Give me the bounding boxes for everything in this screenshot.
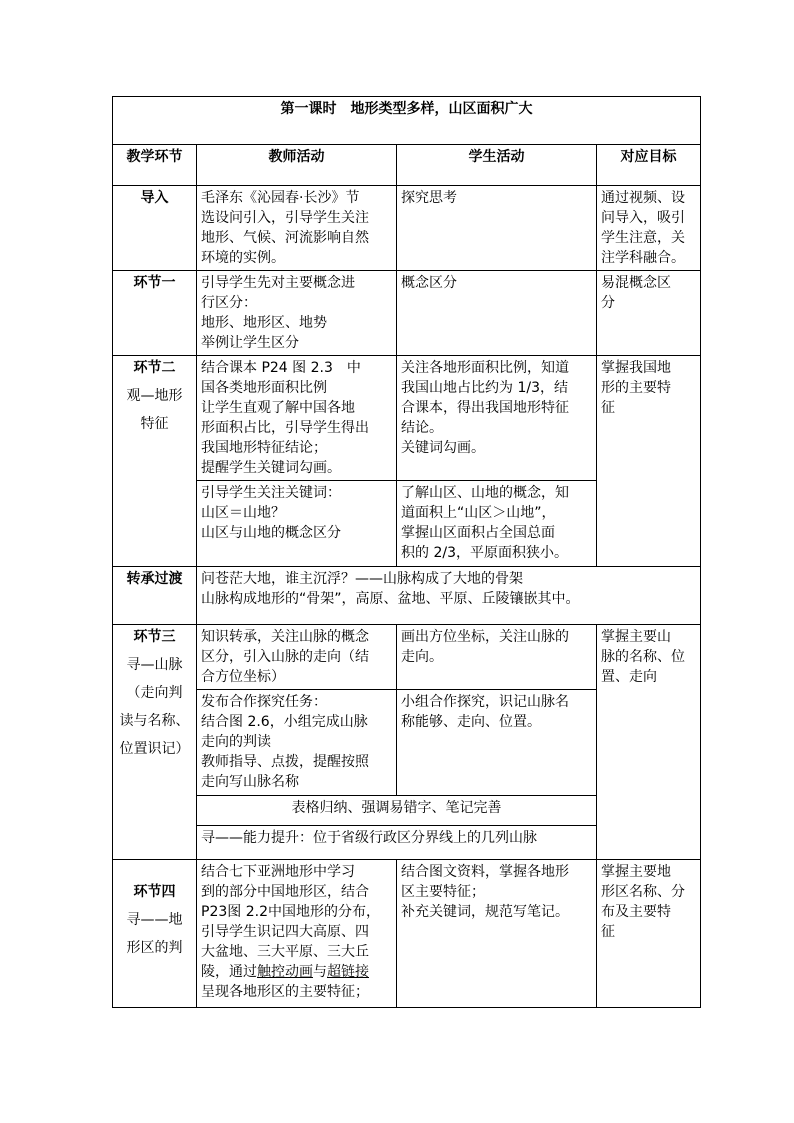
step4-goal: 掌握主要地 形区名称、分 布及主要特 征 — [597, 860, 701, 1008]
step3-extension: 寻——能力提升：位于省级行政区分界线上的几列山脉 — [197, 826, 597, 860]
intro-student: 探究思考 — [397, 186, 597, 271]
step2-goal: 掌握我国地 形的主要特 征 — [597, 356, 701, 567]
step3-teacher-a: 知识转承，关注山脉的概念 区分，引入山脉的走向（结 合方位坐标） — [197, 625, 397, 690]
step3-student-a: 画出方位坐标，关注山脉的 走向。 — [397, 625, 597, 690]
step2-teacher-a: 结合课本 P24 图 2.3 中 国各类地形面积比例 让学生直观了解中国各地 形面积占比，引导学生得出 我国地形特征结论； 提醒学生关键词勾画。 — [197, 356, 397, 481]
step2-teacher-b: 引导学生关注关键词： 山区＝山地？ 山区与山地的概念区分 — [197, 481, 397, 567]
phase-step1: 环节一 — [113, 271, 197, 356]
phase-intro: 导入 — [113, 186, 197, 271]
intro-teacher: 毛泽东《沁园春·长沙》节 选设问引入，引导学生关注 地形、气候、河流影响自然 环境的实例。 — [197, 186, 397, 271]
lesson-plan-table — [112, 96, 701, 1008]
step3-summary: 表格归纳、强调易错字、笔记完善 — [197, 796, 597, 826]
phase-transition: 转承过渡 — [113, 567, 197, 625]
transition-text: 问苍茫大地，谁主沉浮？——山脉构成了大地的骨架 山脉构成地形的“骨架”，高原、盆地、平原、丘陵镶嵌其中。 — [197, 567, 701, 625]
header-phase: 教学环节 — [113, 145, 197, 186]
step2-student-a: 关注各地形面积比例，知道 我国山地占比约为 1/3，结 合课本，得出我国地形特征 结论。 关键词勾画。 — [397, 356, 597, 481]
phase-step2: 环节二 观—地形 特征 — [113, 356, 197, 567]
phase-step4: 环节四 寻——地 形区的判 — [113, 860, 197, 1008]
step3-goal: 掌握主要山 脉的名称、位 置、走向 — [597, 625, 701, 860]
step2-student-b: 了解山区、山地的概念，知 道面积上“山区＞山地”， 掌握山区面积占全国总面 积的 2/3，平原面积狭小。 — [397, 481, 597, 567]
header-student-activity: 学生活动 — [397, 145, 597, 186]
touch-animation-link[interactable]: 触控动画 — [257, 964, 313, 980]
step1-teacher: 引导学生先对主要概念进 行区分： 地形、地形区、地势 举例让学生区分 — [197, 271, 397, 356]
step4-student: 结合图文资料，掌握各地形 区主要特征； 补充关键词，规范写笔记。 — [397, 860, 597, 1008]
phase-step3: 环节三 寻—山脉 （走向判 读与名称、 位置识记） — [113, 625, 197, 860]
step3-student-b: 小组合作探究，识记山脉名 称能够、走向、位置。 — [397, 690, 597, 796]
step1-goal: 易混概念区 分 — [597, 271, 701, 356]
header-goal: 对应目标 — [597, 145, 701, 186]
hyperlink-link[interactable]: 超链接 — [327, 964, 369, 980]
intro-goal: 通过视频、设 问导入，吸引 学生注意，关 注学科融合。 — [597, 186, 701, 271]
table-title: 第一课时 地形类型多样，山区面积广大 — [113, 97, 701, 145]
step3-teacher-b: 发布合作探究任务： 结合图 2.6，小组完成山脉 走向的判读 教师指导、点拨，提醒按照 走向写山脉名称 — [197, 690, 397, 796]
header-teacher-activity: 教师活动 — [197, 145, 397, 186]
step1-student: 概念区分 — [397, 271, 597, 356]
step4-teacher: 结合七下亚洲地形中学习 到的部分中国地形区，结合 P23图 2.2中国地形的分布， 引导学生识记四大高原、四 大盆地、三大平原、三大丘 陵，通过触控动画与超链接 呈现各地形区的主要特征； — [197, 860, 397, 1008]
